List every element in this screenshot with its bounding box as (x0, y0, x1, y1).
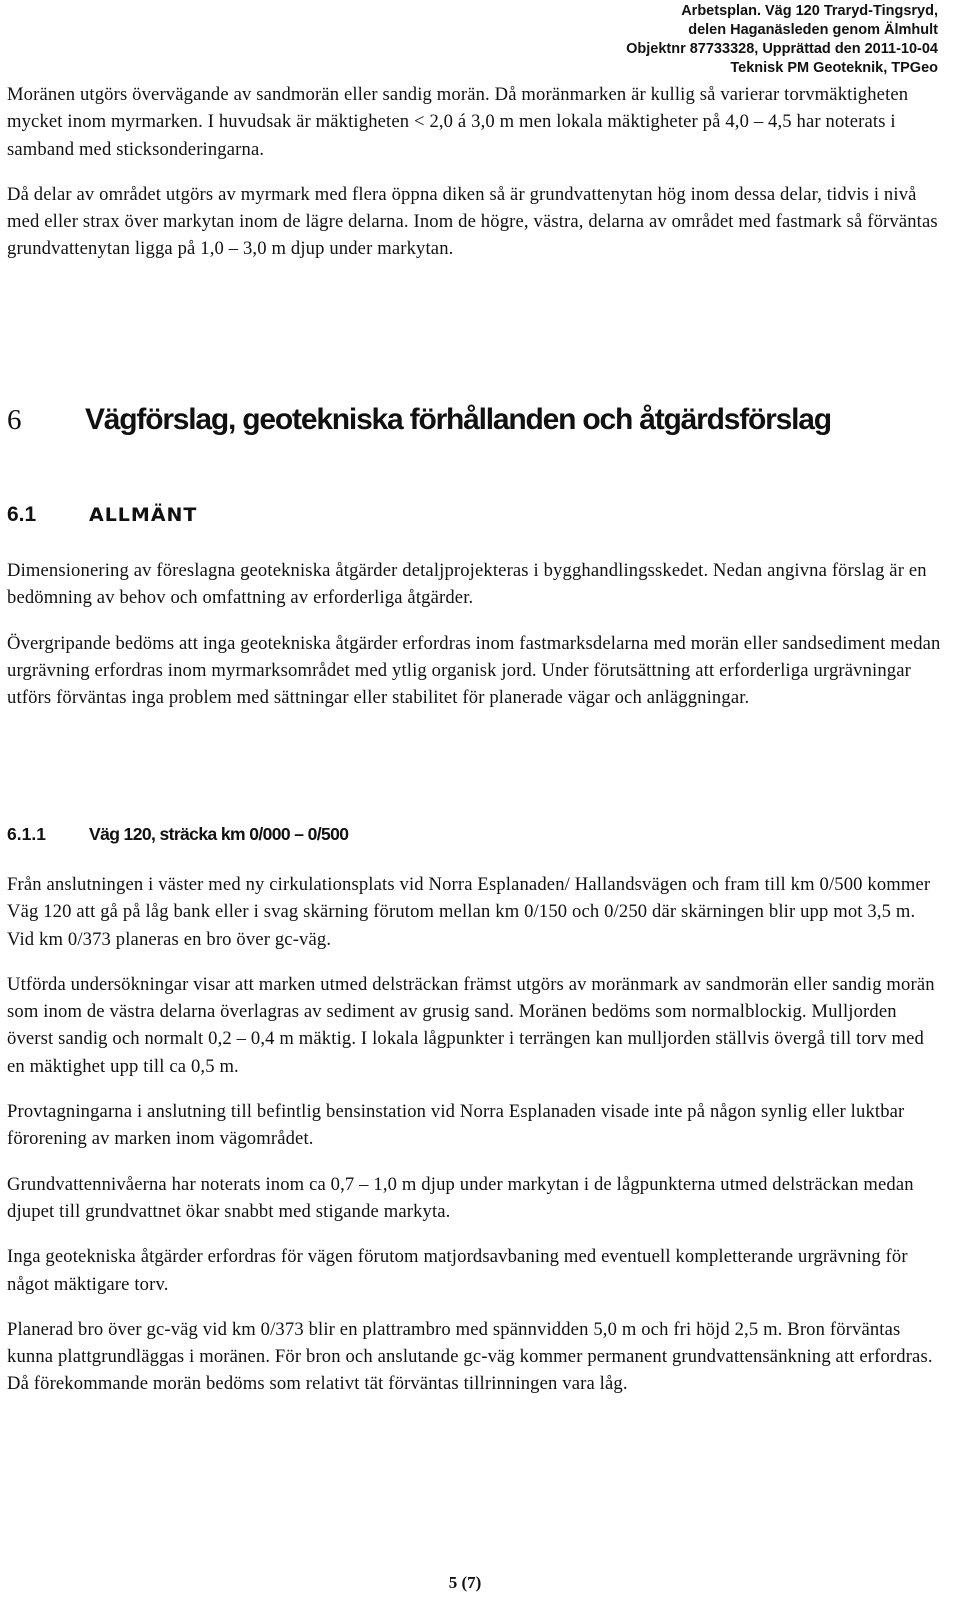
section-6-1-heading (7, 501, 197, 529)
intro-block (7, 81, 942, 263)
road-paragraph-investigations: Utförda undersökningar visar att marken utmed delsträckan främst utgörs av moränmark av sandmorän eller sandig morän som inom de västra delarna överlagras av sediment av grusig sand. Moränen bedöms som normalblockig. Mulljorden överst sandig och normalt 0,2 – 0,4 m mäktig. I lokala lågpunkter i terrängen kan mulljorden ställvis övergå till torv med en mäktighet upp till ca 0,5 m. (7, 973, 935, 1077)
section-6-heading (7, 399, 942, 441)
section-6-1-paragraph-overall: Övergripande bedöms att inga geotekniska åtgärder erfordras inom fastmarksdelarna med morän eller sandsediment medan urgrävning erfordras inom myrmarksområdet med ytlig organisk jord. Under förutsättning att erforderliga urgrävningar utförs förväntas inga problem med sättningar eller stabilitet för planerade vägar och anläggningar. (7, 632, 941, 709)
section-6-1-1-number: 6.1.1 (7, 824, 46, 844)
road-paragraph-alignment: Från anslutningen i väster med ny cirkulationsplats vid Norra Esplanaden/ Hallandsvägen och fram till km 0/500 kommer Väg 120 att gå på låg bank eller i svag skärning förutom mellan km 0/150 och 0/250 där skärningen blir upp mot 3,5 m. Vid km 0/373 planeras en bro över gc-väg. (7, 874, 931, 950)
page-number: 5 (7) (448, 1573, 482, 1592)
intro-paragraph-groundwater: Då delar av området utgörs av myrmark med flera öppna diken så är grundvattenytan hög inom dessa delar, tidvis i nivå med eller strax över markytan inom de lägre delarna. Inom de högre, västra, delarna av området med fastmark så förväntas grundvattenytan ligga på 1,0 – 3,0 m djup under markytan. (7, 183, 938, 260)
road-paragraph-groundwater: Grundvattennivåerna har noterats inom ca 0,7 – 1,0 m djup under markytan i de lågpunkterna utmed delsträckan medan djupet till grundvattnet ökar snabbt med stigande markyta. (7, 1173, 914, 1222)
header-line-section: delen Haganäsleden genom Älmhult (688, 22, 938, 38)
header-line-project: Arbetsplan. Väg 120 Traryd-Tingsryd, (681, 3, 938, 19)
header-line-document-type: Teknisk PM Geoteknik, TPGeo (730, 60, 938, 76)
section-6-1-1-body (7, 871, 942, 1398)
document-header (518, 2, 938, 78)
section-6-1-title: ALLMÄNT (89, 504, 198, 526)
road-paragraph-measures: Inga geotekniska åtgärder erfordras för vägen förutom matjordsavbaning med eventuell kompletterande urgrävning för något mäktigare torv. (7, 1246, 908, 1295)
road-paragraph-bridge: Planerad bro över gc-väg vid km 0/373 blir en plattrambro med spännvidden 5,0 m och fri höjd 2,5 m. Bron förväntas kunna plattgrundläggas i moränen. För bron och anslutande gc-väg kommer permanent grundvattensänkning att erfordras. Då förekommande morän bedöms som relativt tät förväntas tillrinningen vara låg. (7, 1318, 933, 1395)
section-6-1-1-heading (7, 821, 348, 847)
section-6-1-1-title: Väg 120, sträcka km 0/000 – 0/500 (89, 824, 349, 844)
section-6-1-body (7, 557, 942, 711)
road-paragraph-sampling: Provtagningarna i anslutning till befintlig bensinstation vid Norra Esplanaden visade inte på någon synlig eller luktbar förorening av marken inom vägområdet. (7, 1101, 905, 1150)
section-6-number: 6 (7, 404, 22, 436)
section-6-1-paragraph-dimensioning: Dimensionering av föreslagna geotekniska åtgärder detaljprojekteras i bygghandlingsskedet. Nedan angivna förslag är en bedömning av behov och omfattning av erforderliga åtgärder. (7, 560, 927, 609)
header-line-object: Objektnr 87733328, Upprättad den 2011-10-04 (626, 41, 938, 57)
section-6-1-number: 6.1 (7, 503, 37, 526)
section-6-title: Vägförslag, geotekniska förhållanden och åtgärdsförslag (85, 403, 831, 436)
intro-paragraph-moraine: Moränen utgörs övervägande av sandmorän eller sandig morän. Då moränmarken är kullig så varierar torvmäktigheten mycket inom myrmarken. I huvudsak är mäktigheten < 2,0 á 3,0 m men lokala mäktigheter på 4,0 – 4,5 har noterats i samband med sticksonderingarna. (7, 84, 909, 160)
